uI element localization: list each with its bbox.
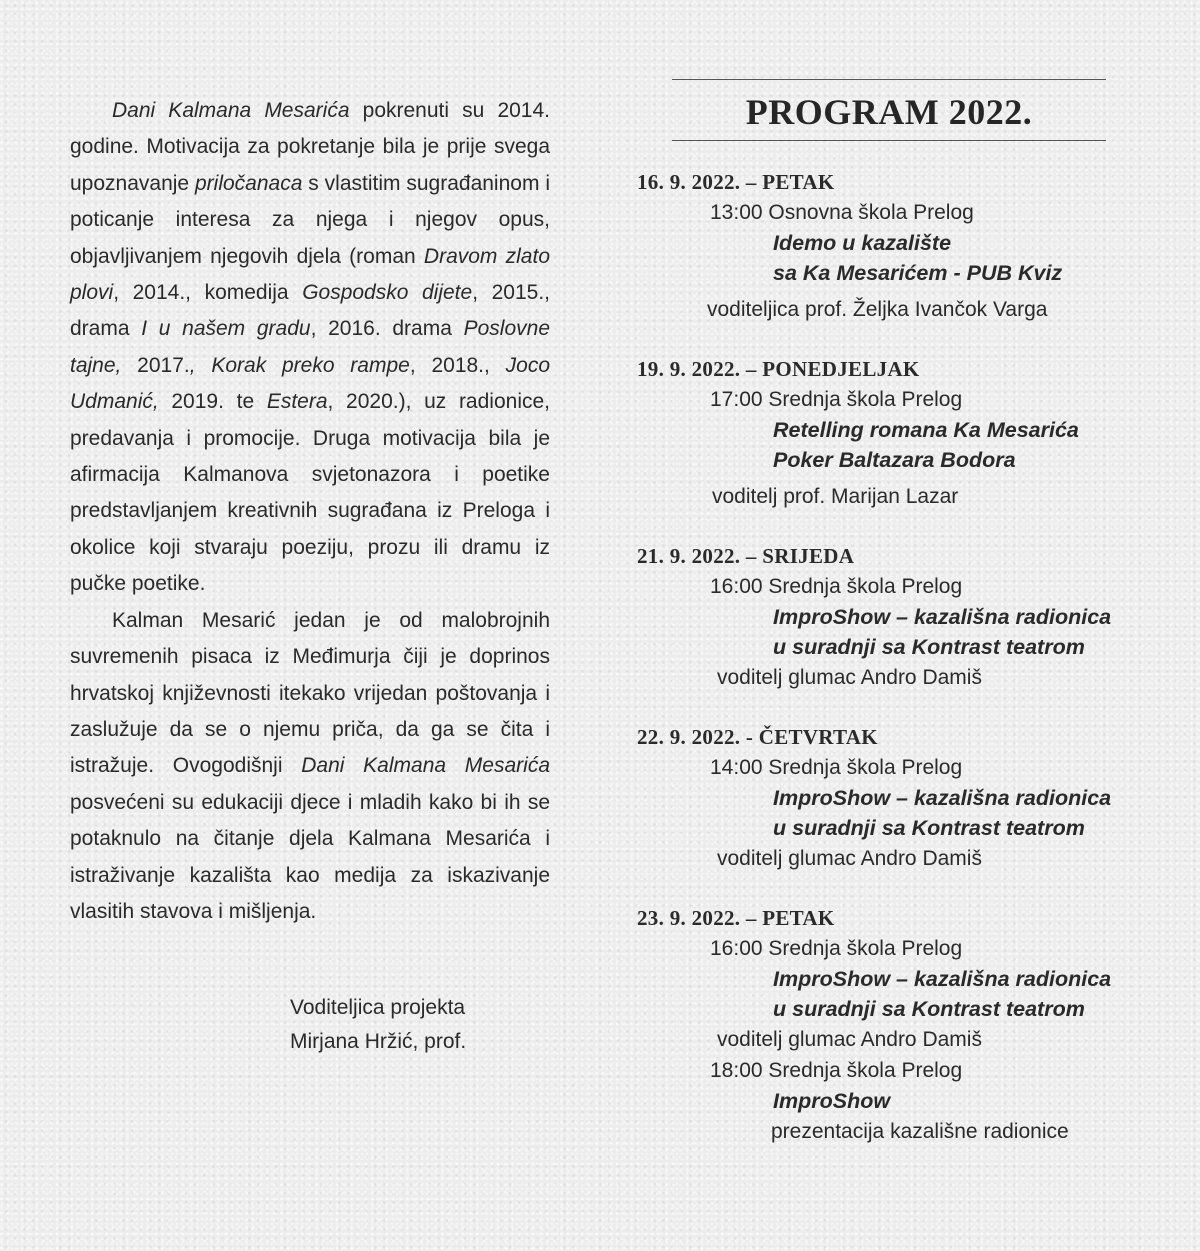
text-span: , 2014., komedija xyxy=(113,281,303,305)
event-title: u suradnji sa Kontrast teatrom xyxy=(773,816,1085,840)
text-span: , Korak preko rampe xyxy=(189,353,410,377)
title-rule-top xyxy=(672,79,1106,80)
text-span: Estera xyxy=(266,390,328,414)
event-note: prezentacija kazališne radionice xyxy=(771,1120,1069,1143)
event-date: 21. 9. 2022. – SRIJEDA xyxy=(637,544,855,568)
event-date: 19. 9. 2022. – PONEDJELJAK xyxy=(637,357,920,381)
event-title: ImproShow – kazališna radionica xyxy=(773,967,1112,991)
text-span: 2019. te xyxy=(158,390,267,414)
event-time-place: 13:00 Osnovna škola Prelog xyxy=(710,201,974,224)
text-span: priločanaca xyxy=(194,171,303,195)
text-span: I u našem gradu xyxy=(141,317,311,341)
text-span: Dravom zlato plovi xyxy=(70,244,550,305)
event-title: Poker Baltazara Bodora xyxy=(773,448,1016,472)
text-span: , 2020.), uz radionice, predavanja i promocije. Druga motivacija bila je afirmacija Kalmanova svjetonazora i poetike predstavljanjem kreativnih sugrađana iz Preloga i okolice koji stvaraju poeziju, prozu ili dramu iz pučke poetike. xyxy=(70,390,550,596)
event-title: u suradnji sa Kontrast teatrom xyxy=(773,997,1085,1021)
event-time-place: 14:00 Srednja škola Prelog xyxy=(710,756,963,779)
event-leader: voditelj glumac Andro Damiš xyxy=(717,847,982,870)
text-span: 2017. xyxy=(121,353,190,377)
title-rule-bottom xyxy=(672,140,1106,141)
event-time-place: 16:00 Srednja škola Prelog xyxy=(710,575,963,598)
event-title: u suradnji sa Kontrast teatrom xyxy=(773,635,1085,659)
text-span: , 2018., xyxy=(409,353,506,377)
event-time-place: 18:00 Srednja škola Prelog xyxy=(710,1059,963,1082)
event-leader: voditelj glumac Andro Damiš xyxy=(717,666,982,689)
text-span: s vlastitim sugrađaninom i poticanje interesa za njega i njegov opus, objavljivanjem njegovih djela (roman xyxy=(70,171,550,268)
signature xyxy=(290,991,466,1059)
event-title: ImproShow – kazališna radionica xyxy=(773,605,1112,629)
event-date: 22. 9. 2022. - ČETVRTAK xyxy=(637,725,878,749)
event-date: 16. 9. 2022. – PETAK xyxy=(637,170,835,194)
event-title: Retelling romana Ka Mesarića xyxy=(773,418,1079,442)
text-span: Kalman Mesarić jedan je od malobrojnih suvremenih pisaca iz Međimurja čiji je doprinos hrvatskoj književnosti itekako vrijedan poštovanja i zaslužuje da se o njemu priča, da ga se čita i istražuje. Ovogodišnji xyxy=(70,608,550,778)
event-leader: voditeljica prof. Željka Ivančok Varga xyxy=(707,298,1048,321)
event-leader: voditelj glumac Andro Damiš xyxy=(717,1028,982,1051)
event-leader: voditelj prof. Marijan Lazar xyxy=(712,485,959,508)
event-time-place: 17:00 Srednja škola Prelog xyxy=(710,388,963,411)
event-title: ImproShow – kazališna radionica xyxy=(773,786,1112,810)
text-span: posvećeni su edukaciji djece i mladih kako bi ih se potaknulo na čitanje djela Kalmana Mesarića i istraživanje kazališta kao medija za iskazivanje vlasitih stavova i mišljenja. xyxy=(70,790,550,923)
event-title: sa Ka Mesarićem - PUB Kviz xyxy=(773,261,1063,285)
text-span: Dani Kalmana Mesarića xyxy=(112,99,350,122)
text-span: Dani Kalmana Mesarića xyxy=(301,754,550,778)
event-time-place: 16:00 Srednja škola Prelog xyxy=(710,937,963,960)
signature-role: Voditeljica projekta xyxy=(290,996,466,1019)
text-span: , 2016. drama xyxy=(310,317,464,341)
intro-paragraph-2 xyxy=(70,603,550,931)
text-span: Gospodsko dijete xyxy=(302,281,473,305)
signature-name: Mirjana Hržić, prof. xyxy=(290,1030,467,1053)
text-span: Joco Udmanić, xyxy=(70,353,550,414)
intro-text xyxy=(70,93,550,930)
event-title: ImproShow xyxy=(773,1089,891,1113)
program-title: PROGRAM 2022. xyxy=(745,92,1033,132)
intro-paragraph-1 xyxy=(70,93,550,603)
text-span: pokrenuti su 2014. godine. Motivacija za pokretanje bila je prije svega upoznavanje xyxy=(70,99,551,195)
text-span: , 2015., drama xyxy=(70,281,550,341)
event-title: Idemo u kazalište xyxy=(773,231,952,255)
event-date: 23. 9. 2022. – PETAK xyxy=(637,906,835,930)
text-span: Poslovne tajne, xyxy=(70,317,550,377)
